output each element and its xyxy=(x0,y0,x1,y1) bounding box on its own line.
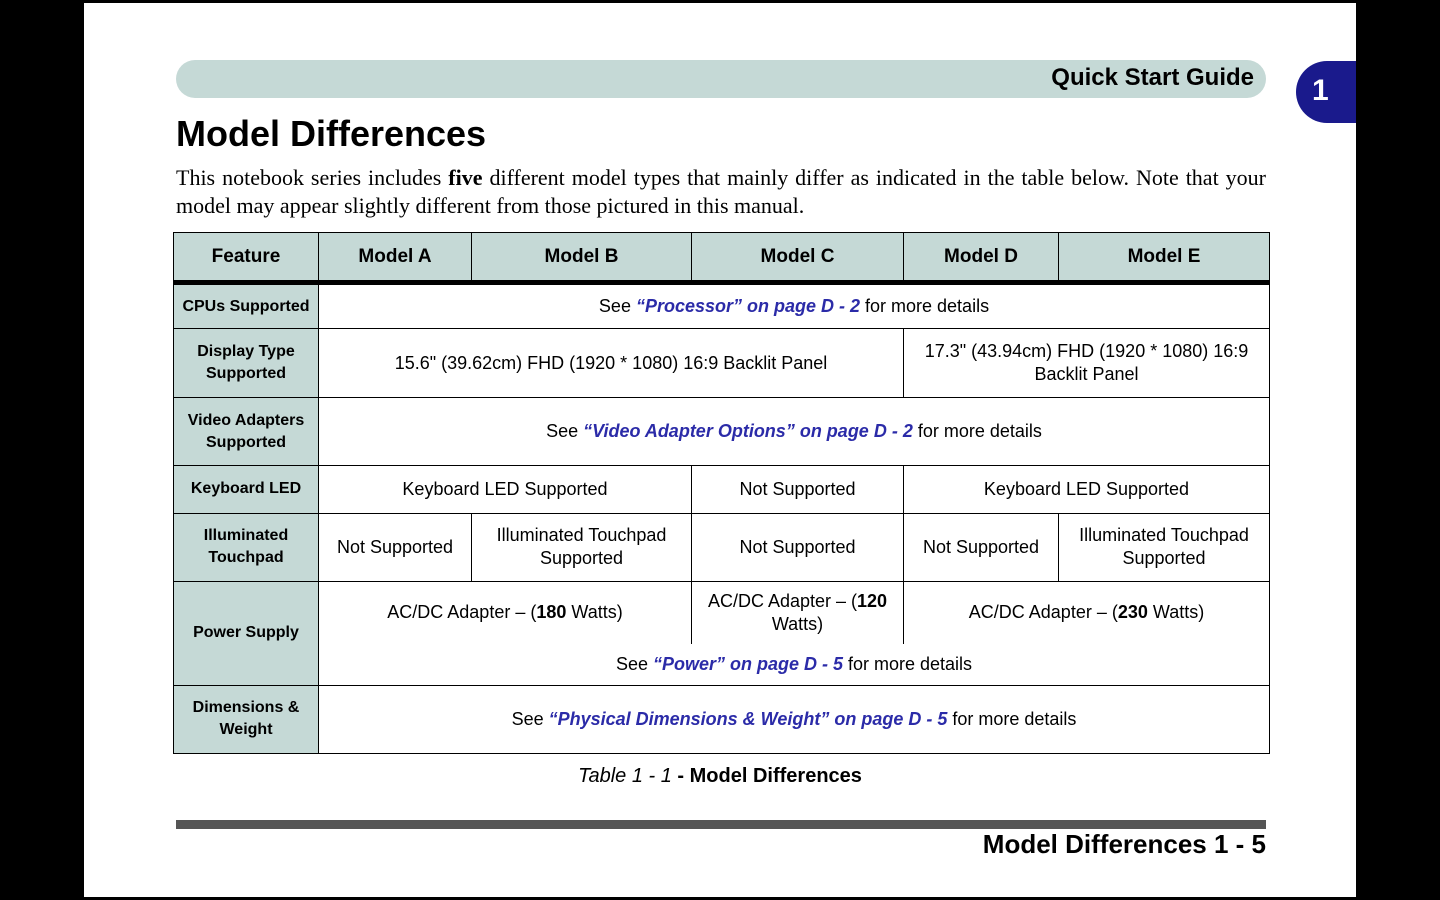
cpus-details: for more details xyxy=(860,296,990,317)
video-link[interactable]: “Video Adapter Options” on page D - 2 xyxy=(583,421,913,442)
power-see: See xyxy=(615,654,653,675)
table-caption xyxy=(84,765,1356,788)
feature-display: Display Type Supported xyxy=(174,329,319,398)
power-link[interactable]: “Power” on page D - 5 xyxy=(652,654,843,675)
power-c-post: Watts) xyxy=(771,613,824,634)
table-row-power xyxy=(174,581,1270,644)
power-de-pre: AC/DC Adapter – ( xyxy=(968,602,1118,623)
power-c-watts: 120 xyxy=(857,590,888,611)
touchpad-d-cell: Not Supported xyxy=(904,513,1059,581)
chapter-tab xyxy=(1296,61,1356,123)
power-details: for more details xyxy=(843,654,973,675)
cpus-cell xyxy=(319,283,1270,329)
dimensions-cell xyxy=(319,685,1270,753)
caption-separator: - xyxy=(671,765,690,787)
dimensions-link[interactable]: “Physical Dimensions & Weight” on page D - 5 xyxy=(548,708,948,729)
table-row-display xyxy=(174,329,1270,398)
header-bar xyxy=(176,60,1266,98)
intro-text-before: This notebook series includes xyxy=(176,165,449,190)
footer-rule xyxy=(176,820,1266,829)
cpus-see: See xyxy=(598,296,636,317)
video-cell xyxy=(319,398,1270,466)
column-header-model-c: Model C xyxy=(692,233,904,283)
column-header-model-a: Model A xyxy=(319,233,472,283)
power-ab-pre: AC/DC Adapter – ( xyxy=(387,602,537,623)
table-row-cpus xyxy=(174,283,1270,329)
column-header-model-b: Model B xyxy=(472,233,692,283)
power-de-watts: 230 xyxy=(1117,602,1148,623)
table-row-power-note xyxy=(174,644,1270,685)
dimensions-details: for more details xyxy=(947,708,1077,729)
header-title: Quick Start Guide xyxy=(1051,64,1254,91)
feature-keyboard: Keyboard LED xyxy=(174,466,319,513)
power-ab-cell xyxy=(319,581,692,644)
power-c-cell xyxy=(692,581,904,644)
footer-page-label: Model Differences 1 - 5 xyxy=(982,829,1266,859)
power-de-cell xyxy=(904,581,1270,644)
touchpad-b-cell: Illuminated Touchpad Supported xyxy=(472,513,692,581)
page-title: Model Differences xyxy=(176,113,487,154)
power-note-cell xyxy=(319,644,1270,685)
video-see: See xyxy=(546,421,584,442)
model-differences-table xyxy=(173,232,1270,754)
manual-page xyxy=(84,3,1356,897)
table-row-touchpad xyxy=(174,513,1270,581)
dimensions-see: See xyxy=(511,708,549,729)
touchpad-a-cell: Not Supported xyxy=(319,513,472,581)
keyboard-c-cell: Not Supported xyxy=(692,466,904,513)
feature-touchpad: Illuminated Touchpad xyxy=(174,513,319,581)
power-ab-post: Watts) xyxy=(566,602,623,623)
column-header-model-e: Model E xyxy=(1059,233,1270,283)
feature-cpus: CPUs Supported xyxy=(174,283,319,329)
column-header-feature: Feature xyxy=(174,233,319,283)
chapter-number: 1 xyxy=(1312,74,1329,107)
power-c-pre: AC/DC Adapter – ( xyxy=(707,590,857,611)
display-abc-cell: 15.6" (39.62cm) FHD (1920 * 1080) 16:9 Backlit Panel xyxy=(319,329,904,398)
power-ab-watts: 180 xyxy=(536,602,567,623)
feature-video: Video Adapters Supported xyxy=(174,398,319,466)
table-header-row xyxy=(174,233,1270,283)
intro-paragraph xyxy=(176,164,1266,220)
touchpad-c-cell: Not Supported xyxy=(692,513,904,581)
column-header-model-d: Model D xyxy=(904,233,1059,283)
feature-dimensions: Dimensions & Weight xyxy=(174,685,319,753)
video-details: for more details xyxy=(912,421,1042,442)
table-row-dimensions xyxy=(174,685,1270,753)
touchpad-e-cell: Illuminated Touchpad Supported xyxy=(1059,513,1270,581)
table-row-video xyxy=(174,398,1270,466)
intro-text-bold: five xyxy=(448,165,483,190)
intro-text-after: different model types that mainly differ as indicated in the table below. Note that your model may appear slightly different from those pictured in this manual. xyxy=(176,165,1266,218)
display-de-cell: 17.3" (43.94cm) FHD (1920 * 1080) 16:9 Backlit Panel xyxy=(904,329,1270,398)
keyboard-de-cell: Keyboard LED Supported xyxy=(904,466,1270,513)
caption-title: Model Differences xyxy=(689,765,862,787)
keyboard-ab-cell: Keyboard LED Supported xyxy=(319,466,692,513)
feature-power: Power Supply xyxy=(174,581,319,685)
power-de-post: Watts) xyxy=(1147,602,1205,623)
cpus-link[interactable]: “Processor” on page D - 2 xyxy=(635,296,861,317)
caption-number: Table 1 - 1 xyxy=(578,765,672,787)
table-row-keyboard xyxy=(174,466,1270,513)
